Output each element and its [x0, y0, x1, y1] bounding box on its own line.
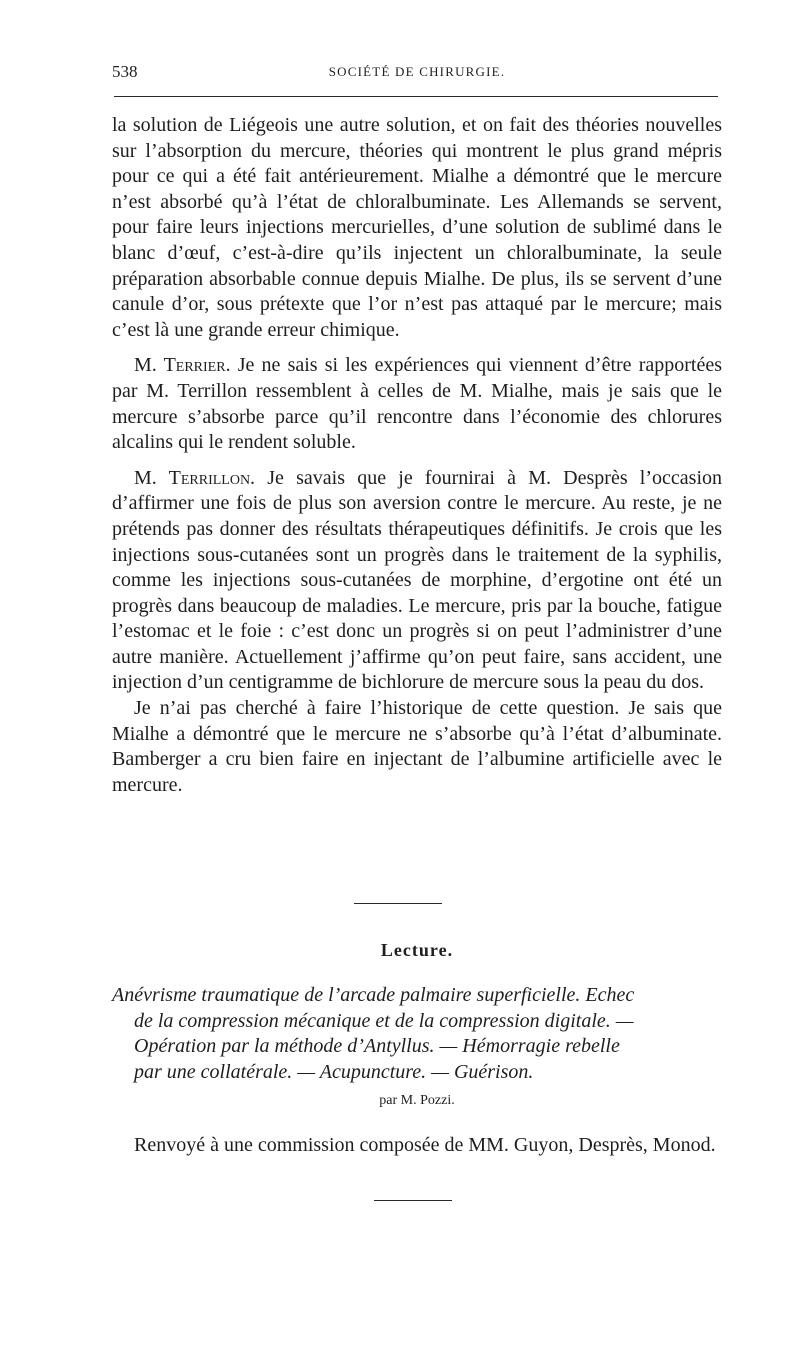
- body-text: [112, 113, 722, 798]
- speaker-name: M. Terrier.: [134, 354, 231, 377]
- lecture-title-line: Opération par la méthode d’Antyllus. — Hémorragie rebelle: [134, 1035, 620, 1058]
- referral-block: [112, 1133, 722, 1159]
- page-number: 538: [112, 62, 138, 81]
- section-heading: Lecture.: [380, 940, 454, 960]
- header-rule: [114, 96, 718, 97]
- paragraph-2-text: Je ne sais si les expériences qui viennent d’être rapportées par M. Terrillon ressemblent à celles de M. Mialhe, mais je sais que le mercure s’absorbe parce qu’il rencontre dans l’économie des chlorures alcalins qui le rendent soluble.: [112, 354, 722, 454]
- lecture-title-line: par une collatérale. — Acupuncture. — Guérison.: [134, 1060, 534, 1083]
- lecture-author: par M. Pozzi.: [379, 1093, 455, 1108]
- lecture-title-line: Anévrisme traumatique de l’arcade palmaire superficielle. Echec: [112, 984, 635, 1006]
- paragraph-3: [112, 466, 722, 696]
- section-divider: [354, 903, 442, 904]
- paragraph-4: Je n’ai pas cherché à faire l’historique de cette question. Je sais que Mialhe a démontré que le mercure ne s’absorbe qu’à l’état d’albuminate. Bamberger a cru bien faire en injectant de l’albumine artificielle avec le mercure.: [112, 697, 722, 796]
- document-page: [112, 0, 722, 1355]
- lecture-title: [112, 983, 722, 1085]
- paragraph-3-text: Je savais que je fournirai à M. Desprès l’occasion d’affirmer une fois de plus son aversion contre le mercure. Au reste, je ne prétends pas donner des résultats thérapeutiques définitifs. Je crois que les injections sous-cutanées sont un progrès dans le traitement de la syphilis, comme les injections sous-cutanées de morphine, d’ergotine ont été un progrès dans beaucoup de maladies. Le mercure, pris par la bouche, fatigue l’estomac et le foie : c’est donc un progrès si on peut l’administrer d’une autre manière. Actuellement j’affirme qu’on peut faire, sans accident, une injection d’un centigramme de bichlorure de mercure sous la peau du dos.: [112, 466, 722, 694]
- page-header: [112, 62, 722, 86]
- lecture-title-line: de la compression mécanique et de la compression digitale. —: [134, 1009, 634, 1032]
- referral-text: Renvoyé à une commission composée de MM. Guyon, Desprès, Monod.: [134, 1134, 716, 1156]
- running-head: SOCIÉTÉ DE CHIRURGIE.: [328, 64, 506, 79]
- speaker-name: M. Terrillon.: [134, 466, 256, 489]
- end-divider: [374, 1200, 452, 1201]
- paragraph-1: la solution de Liégeois une autre solution, et on fait des théories nouvelles sur l’absorption du mercure, théories qui montrent le plus grand mépris pour ce qui a été fait antérieurement. Mialhe a démontré que le mercure n’est absorbé qu’à l’état de chloralbuminate. Les Allemands se servent, pour faire leurs injections mercurielles, d’une solution de sublimé dans le blanc d’œuf, c’est-à-dire qu’ils injectent un chloralbuminate, la seule préparation absorbable connue depuis Mialhe. De plus, ils se servent d’une canule d’or, sous prétexte que l’or n’est pas attaqué par le mercure; mais c’est là une grande erreur chimique.: [112, 114, 722, 341]
- paragraph-2: [112, 353, 722, 455]
